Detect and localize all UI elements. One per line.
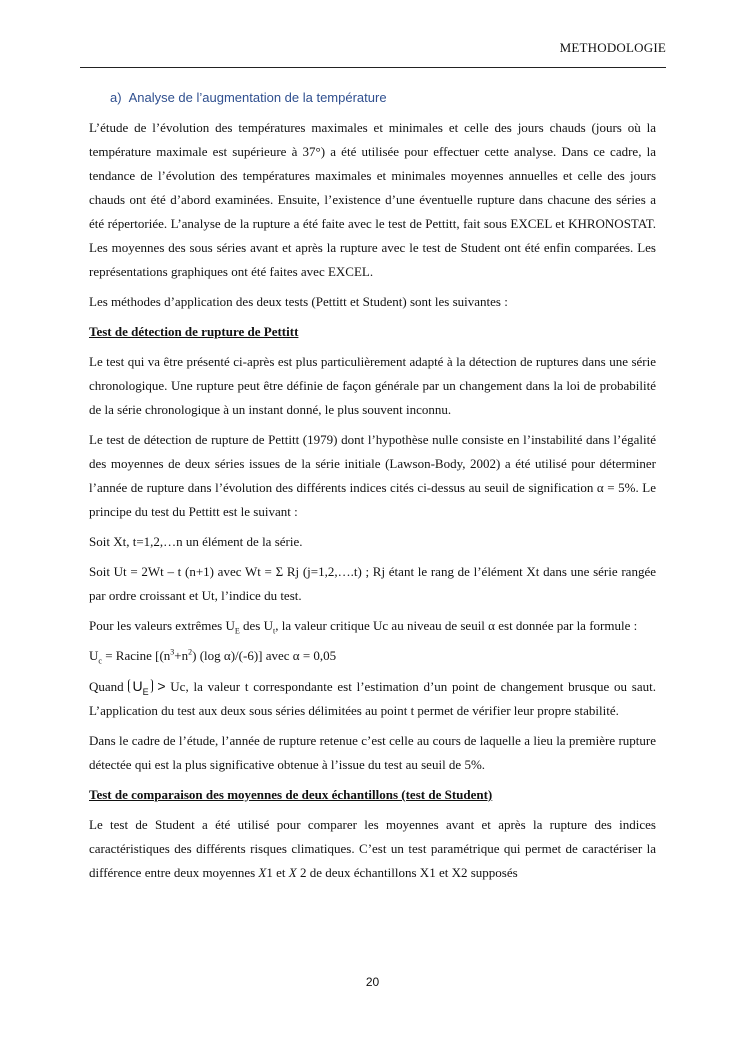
text-run: 2 de deux échantillons X1 et X2 supposés <box>296 865 518 880</box>
superscript-2: 2 <box>188 647 193 657</box>
page-body <box>89 86 656 891</box>
text-run: , la valeur critique Uc au niveau de seuil α est donnée par la formule : <box>275 618 638 633</box>
section-number: a) <box>110 90 122 105</box>
text-run: 1 et <box>266 865 289 880</box>
text-run: Quand <box>89 679 124 694</box>
text-run: Uc, la valeur t correspondante est l’estimation d’un point de changement brusque ou saut. L’application du test aux deux sous séries délimitées au point t permet de vérifier leur propre stabilité. <box>89 679 657 718</box>
subscript-c: c <box>98 656 102 666</box>
paragraph-ut-definition: Soit Ut = 2Wt – t (n+1) avec Wt = Σ Rj (j=1,2,….t) ; Rj étant le rang de l’élément Xt dans une série rangée par ordre croissant et Ut, l’indice du test. <box>89 564 656 603</box>
page-number: 20 <box>365 975 380 989</box>
text-run: = Racine [(n <box>101 648 171 663</box>
paragraph-series-element: Soit Xt, t=1,2,…n un élément de la série. <box>89 534 303 549</box>
paragraph-methods: Les méthodes d’application des deux tests (Pettitt et Student) sont les suivantes : <box>89 294 508 309</box>
superscript-3: 3 <box>170 647 175 657</box>
subscript-e: E <box>234 626 240 636</box>
italic-x: X <box>288 865 297 880</box>
text-run: des U <box>239 618 273 633</box>
italic-x: X <box>258 865 267 880</box>
paragraph-quand <box>89 674 656 723</box>
subscript-t: t <box>272 626 276 636</box>
text-run: Pour les valeurs extrêmes U <box>89 618 235 633</box>
paragraph-rupture-year: Dans le cadre de l’étude, l’année de rupture retenue c’est celle au cours de laquelle a lieu la première rupture détectée qui est la plus significative obtenue à l’issue du test au seuil de 5%. <box>89 733 656 772</box>
header-rule <box>80 67 666 68</box>
section-title <box>110 86 656 110</box>
paragraph-student <box>89 813 656 885</box>
text-run: +n <box>174 648 189 663</box>
paragraph-pettitt-hypothesis: Le test de détection de rupture de Pettitt (1979) dont l’hypothèse nulle consiste en l’instabilité dans l’égalité des moyennes de deux séries issues de la série initiale (Lawson-Body, 2002) a été utilisé pour déterminer l’année de rupture dans l’évolution des différents indices cités ci-dessus au seuil de signification α = 5%. Le principe du test du Pettitt est le suivant : <box>89 432 656 519</box>
paragraph-critical-value <box>89 614 656 638</box>
text-run: ) (log α)/(-6)] avec α = 0,05 <box>192 648 337 663</box>
text-run: U <box>132 678 143 694</box>
subscript-e: E <box>142 686 149 697</box>
absolute-value-ue <box>128 678 152 697</box>
text-run: U <box>89 648 99 663</box>
running-header: METHODOLOGIE <box>559 40 666 55</box>
formula-uc <box>89 644 656 668</box>
text-run: Le test de Student a été utilisé pour comparer les moyennes avant et après la rupture des indices caractéristiques des différents risques climatiques. C’est un test paramétrique qui permet de caractériser la différence entre deux moyennes <box>89 817 656 880</box>
paragraph-intro: L’étude de l’évolution des températures maximales et minimales et celle des jours chauds (jours où la température maximale est supérieure à 37°) a été utilisée pour effectuer cette analyse. Dans ce cadre, la tendance de l’évolution des températures maximales et minimales moyennes annuelles et celle des jours chauds ont été d’abord examinées. Ensuite, l’existence d’une éventuelle rupture dans chacune des séries a été répertoriée. L’analyse de la rupture a été faite avec le test de Pettitt, fait sous EXCEL et KHRONOSTAT. Les moyennes des sous séries avant et après la rupture avec le test de Student ont été enfin comparées. Les représentations graphiques ont été faites avec EXCEL. <box>89 120 656 279</box>
paragraph-pettitt-intro: Le test qui va être présenté ci-après est plus particulièrement adapté à la détection de ruptures dans une série chronologique. Une rupture peut être définie de façon générale par un changement dans la loi de probabilité de la série chronologique à un instant donné, le plus souvent inconnu. <box>89 354 656 417</box>
subheading-pettitt: Test de détection de rupture de Pettitt <box>89 324 299 339</box>
greater-than-sign: > <box>157 678 166 694</box>
section-title-text: Analyse de l’augmentation de la température <box>128 90 387 105</box>
subheading-student: Test de comparaison des moyennes de deux échantillons (test de Student) <box>89 787 493 802</box>
